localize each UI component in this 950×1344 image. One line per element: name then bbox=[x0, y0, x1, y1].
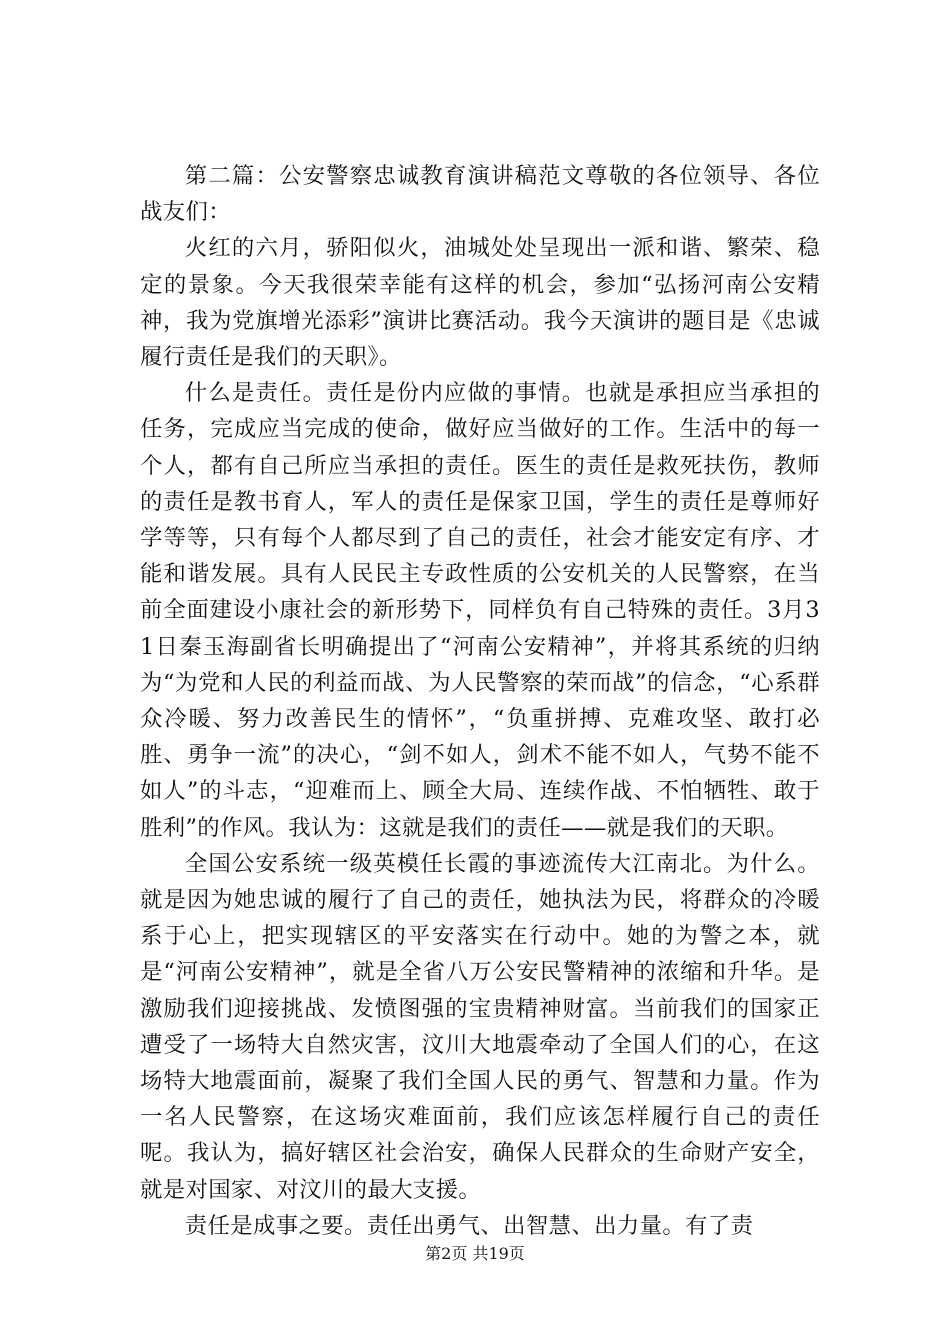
paragraph-title: 第二篇：公安警察忠诚教育演讲稿范文尊敬的各位领导、各位战友们： bbox=[140, 163, 820, 226]
paragraph: 什么是责任。责任是份内应做的事情。也就是承担应当承担的任务，完成应当完成的使命，做好应当做好的工作。生活中的每一个人，都有自己所应当承担的责任。医生的责任是救死扶伤，教师的责任是教书育人，军人的责任是保家卫国，学生的责任是尊师好学等等，只有每个人都尽到了自己的责任，社会才能安定有序、才能和谐发展。具有人民民主专政性质的公安机关的人民警察，在当前全面建设小康社会的新形势下，同样负有自己特殊的责任。3月31日秦玉海副省长明确提出了“河南公安精神”，并将其系统的归纳为“为党和人民的利益而战、为人民警察的荣而战”的信念，“心系群众冷暖、努力改善民生的情怀”，“负重拼搏、克难攻坚、敢打必胜、勇争一流”的决心，“剑不如人，剑术不能不如人，气势不能不如人”的斗志，“迎难而上、顾全大局、连续作战、不怕牺牲、敢于胜利”的作风。我认为：这就是我们的责任——就是我们的天职。 bbox=[140, 380, 820, 841]
paragraph: 责任是成事之要。责任出勇气、出智慧、出力量。有了责 bbox=[184, 1212, 754, 1239]
paragraph: 火红的六月，骄阳似火，油城处处呈现出一派和谐、繁荣、稳定的景象。今天我很荣幸能有这样的机会，参加“弘扬河南公安精神，我为党旗增光添彩”演讲比赛活动。我今天演讲的题目是《忠诚履行责任是我们的天职》。 bbox=[140, 235, 820, 371]
document-body bbox=[140, 158, 820, 1244]
paragraph: 全国公安系统一级英模任长霞的事迹流传大江南北。为什么。就是因为她忠诚的履行了自己的责任，她执法为民，将群众的冷暖系于心上，把实现辖区的平安落实在行动中。她的为警之本，就是“河南公安精神”，就是全省八万公安民警精神的浓缩和升华。是激励我们迎接挑战、发愤图强的宝贵精神财富。当前我们的国家正遭受了一场特大自然灾害，汶川大地震牵动了全国人们的心，在这场特大地震面前，凝聚了我们全国人民的勇气、智慧和力量。作为一名人民警察，在这场灾难面前，我们应该怎样履行自己的责任呢。我认为，搞好辖区社会治安，确保人民群众的生命财产安全，就是对国家、对汶川的最大支援。 bbox=[140, 850, 820, 1203]
page-number-footer: 第2页 共19页 bbox=[425, 1244, 525, 1263]
